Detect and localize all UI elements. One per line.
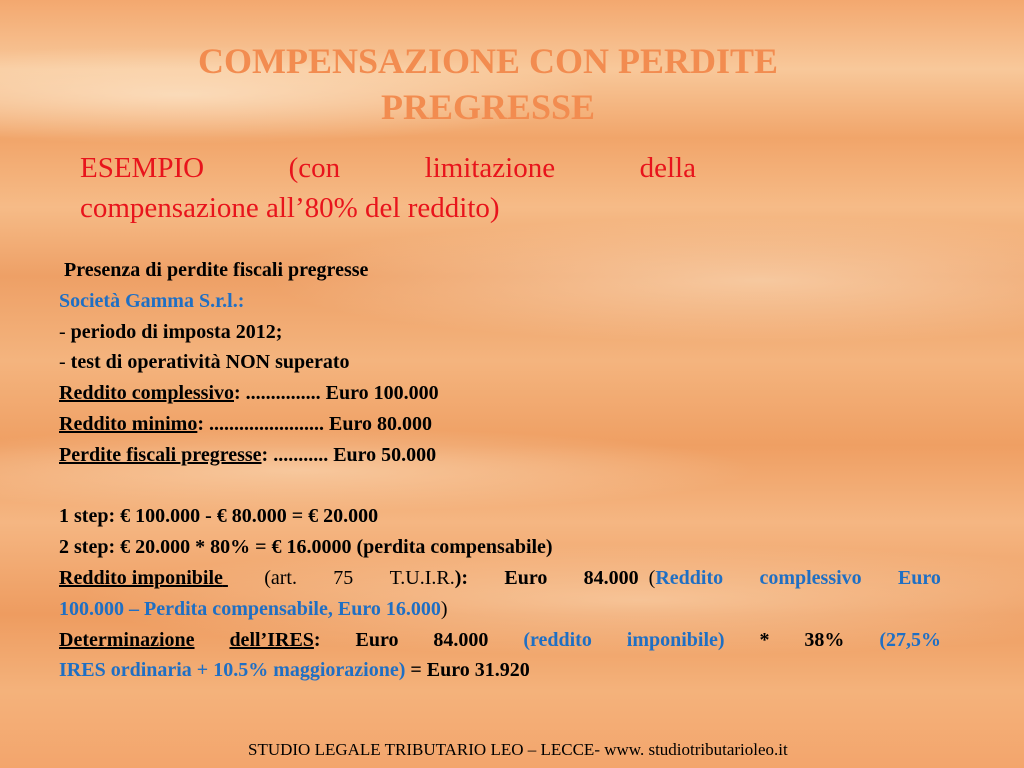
perdite-value: : ........... Euro 50.000 [261, 443, 437, 466]
word: (art. [264, 566, 297, 589]
step-2-line: 2 step: € 20.000 * 80% = € 16.0000 (perdita compensabile) [59, 536, 553, 559]
example-subtitle [80, 148, 696, 228]
subtitle-line-2: compensazione all’80% del reddito) [80, 192, 500, 224]
reddito-minimo-value: : ....................... Euro 80.000 [197, 412, 432, 435]
word: dell’IRES: [229, 628, 321, 651]
subtitle-word: (con [288, 152, 341, 184]
imponibile-formula: 100.000 – Perdita compensabile, Euro 16.000 [59, 597, 441, 620]
word: (reddito [523, 628, 592, 651]
dash: - [59, 320, 66, 343]
period-text: periodo di imposta 2012; [70, 320, 283, 343]
word: 84.000 (Reddito [583, 566, 724, 589]
reddito-minimo-label: Reddito minimo [59, 412, 198, 435]
subtitle-word: della [639, 152, 696, 184]
word: Euro [897, 566, 941, 589]
test-line [59, 347, 941, 378]
word: Euro [355, 628, 399, 651]
word: Euro [504, 566, 548, 589]
ires-line-1 [59, 625, 941, 656]
word: T.U.I.R.): [389, 566, 469, 589]
footer-text: STUDIO LEGALE TRIBUTARIO LEO – LECCE- www. studiotributarioleo.it [248, 740, 788, 759]
close-paren: ) [440, 597, 448, 620]
reddito-complessivo-line [59, 378, 941, 409]
company-line: Società Gamma S.r.l.: [59, 289, 245, 312]
word: 84.000 [433, 628, 489, 651]
page-title: COMPENSAZIONE CON PERDITE PREGRESSE [197, 41, 779, 127]
step-1-line: 1 step: € 100.000 - € 80.000 = € 20.000 [59, 505, 379, 528]
imponibile-label: Reddito imponibile [59, 566, 223, 589]
test-text: test di operatività NON superato [70, 351, 350, 374]
imponibile-line-1 [59, 563, 941, 594]
reddito-minimo-line [59, 409, 941, 440]
word: (27,5% [879, 628, 941, 651]
ires-label: Determinazione [59, 628, 195, 651]
ires-formula: IRES ordinaria + 10.5% maggiorazione) [59, 659, 406, 682]
word: 38% [804, 628, 845, 651]
word: complessivo [759, 566, 862, 589]
presence-line [59, 255, 941, 286]
word: 75 [333, 566, 354, 589]
subtitle-word: ESEMPIO [80, 152, 205, 184]
example-body [59, 255, 941, 686]
spacer [59, 471, 941, 502]
imponibile-line-2 [59, 594, 941, 625]
period-line [59, 317, 941, 348]
word: * [759, 628, 770, 651]
ires-line-2 [59, 655, 941, 686]
reddito-complessivo-label: Reddito complessivo [59, 382, 234, 405]
subtitle-word: limitazione [424, 152, 556, 184]
perdite-label: Perdite fiscali pregresse [59, 443, 262, 466]
presence-text: Presenza di perdite fiscali pregresse [64, 259, 369, 281]
perdite-line [59, 440, 941, 471]
word: imponibile) [626, 628, 725, 651]
reddito-complessivo-value: : ............... Euro 100.000 [234, 382, 439, 405]
dash: - [59, 351, 66, 374]
ires-result: = Euro 31.920 [405, 659, 530, 682]
